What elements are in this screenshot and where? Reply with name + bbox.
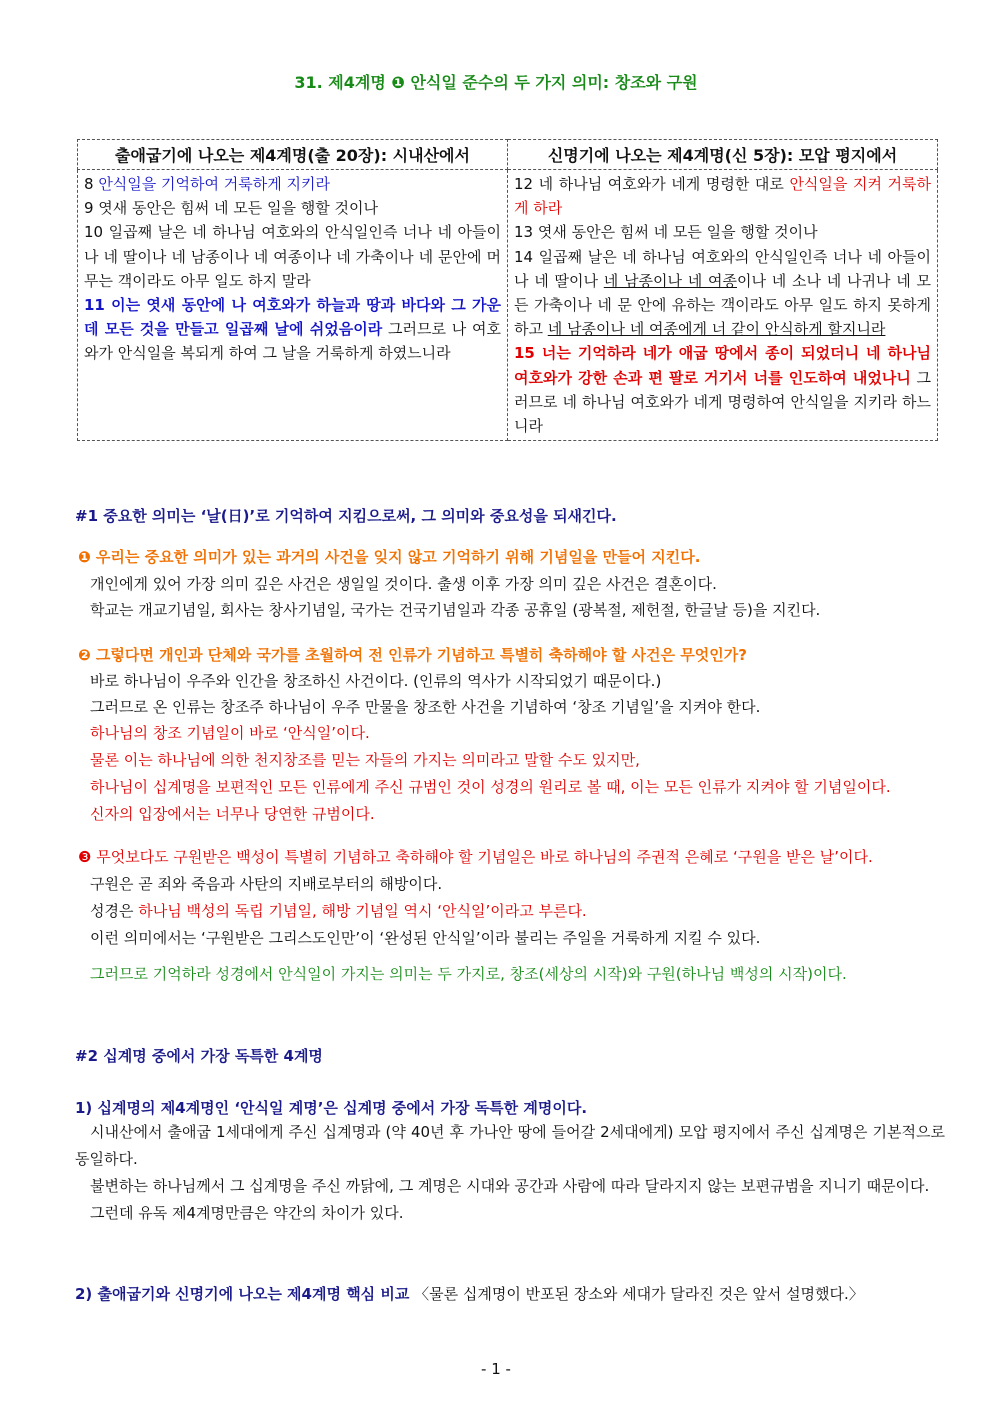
sub1-para-1: 시내산에서 출애굽 1세대에게 주신 십계명과 (약 40년 후 가나안 땅에 들어갈 2세대에게) 모압 평지에서 주신 십계명은 기본적으로 동일하다. bbox=[75, 1123, 945, 1168]
point1-line-2: 학교는 개교기념일, 회사는 창사기념일, 국가는 건국기념일과 각종 공휴일 (광복절, 제헌절, 한글날 등)을 지킨다. bbox=[90, 601, 821, 619]
page-title: 31. 제4계명 ❶ 안식일 준수의 두 가지 의미: 창조와 구원 bbox=[294, 73, 698, 92]
sub2-note: 〈물론 십계명이 반포된 장소와 세대가 달라진 것은 앞서 설명했다.〉 bbox=[409, 1285, 864, 1303]
point1-title: ❶ 우리는 중요한 의미가 있는 과거의 사건을 잊지 않고 기억하기 위해 기념일을 만들어 지킨다. bbox=[78, 548, 701, 566]
sub1-para-3: 그런데 유독 제4계명만큼은 약간의 차이가 있다. bbox=[90, 1204, 404, 1222]
section2-heading: #2 십계명 중에서 가장 독특한 4계명 bbox=[75, 1047, 323, 1065]
sub1-body bbox=[75, 1119, 945, 1227]
exodus-v8: 8 안식일을 기억하여 거룩하게 지키라 bbox=[84, 175, 330, 193]
deut-v13: 13 엿새 동안은 힘써 네 모든 일을 행할 것이나 bbox=[514, 223, 818, 242]
deuteronomy-text-cell bbox=[508, 170, 938, 441]
point2-red-line-4: 신자의 입장에서는 너무나 당연한 규범이다. bbox=[90, 805, 375, 823]
deut-v12: 12 네 하나님 여호와가 네게 명령한 대로 안식일을 지켜 거룩하게 하라 bbox=[514, 175, 931, 218]
sub1-title: 1) 십계명의 제4계명인 ‘안식일 계명’은 십계명 중에서 가장 독특한 계명이다. bbox=[75, 1099, 588, 1117]
exodus-v10: 10 일곱째 날은 네 하나님 여호와의 안식일인즉 너나 네 아들이나 네 딸이나 네 남종이나 네 여종이나 네 가축이나 네 문안에 머무는 객이라도 아무 일도 하지 말라 bbox=[84, 223, 501, 290]
table-header-exodus: 출애굽기에 나오는 제4계명(출 20장): 시내산에서 bbox=[78, 140, 508, 170]
point3-line-3: 이런 의미에서는 ‘구원받은 그리스도인만’이 ‘완성된 안식일’이라 불리는 주일을 거룩하게 지킬 수 있다. bbox=[90, 929, 761, 947]
point2-red-line-2: 물론 이는 하나님에 의한 천지창조를 믿는 자들의 가지는 의미라고 말할 수도 있지만, bbox=[90, 751, 640, 769]
point2-line-1: 바로 하나님이 우주와 인간을 창조하신 사건이다. (인류의 역사가 시작되었기 때문이다.) bbox=[90, 672, 662, 690]
exodus-v11: 11 이는 엿새 동안에 나 여호와가 하늘과 땅과 바다와 그 가운데 모든 것을 만들고 일곱째 날에 쉬었음이라 그러므로 나 여호와가 안식일을 복되게 하여 그 날을 거룩하게 하였느니라 bbox=[84, 296, 501, 363]
page-number: - 1 - bbox=[481, 1360, 511, 1378]
section1-conclusion: 그러므로 기억하라 성경에서 안식일이 가지는 의미는 두 가지로, 창조(세상의 시작)와 구원(하나님 백성의 시작)이다. bbox=[90, 965, 847, 983]
point3-line-2: 성경은 하나님 백성의 독립 기념일, 해방 기념일 역시 ‘안식일’이라고 부른다. bbox=[90, 902, 587, 920]
table-header-deuteronomy: 신명기에 나오는 제4계명(신 5장): 모압 평지에서 bbox=[508, 140, 938, 170]
section1-heading: #1 중요한 의미는 ‘날(日)’로 기억하여 지킴으로써, 그 의미와 중요성을 되새긴다. bbox=[75, 507, 617, 525]
deut-v14: 14 일곱째 날은 네 하나님 여호와의 안식일인즉 너나 네 아들이나 네 딸이나 네 남종이나 네 여종이나 네 소나 네 나귀나 네 모든 가축이나 네 문 안에 유하는 객이라도 아무 일도 하지 못하게 하고 네 남종이나 네 여종에게 너 같이 안식하게 할지니라 bbox=[514, 247, 931, 339]
exodus-v9: 9 엿새 동안은 힘써 네 모든 일을 행할 것이나 bbox=[84, 199, 379, 218]
deut-v15: 15 너는 기억하라 네가 애굽 땅에서 종이 되었더니 네 하나님 여호와가 강한 손과 편 팔로 거기서 너를 인도하여 내었나니 그러므로 네 하나님 여호와가 네게 명령하여 안식일을 지키라 하느니라 bbox=[514, 344, 931, 436]
sub2-title: 2) 출애굽기와 신명기에 나오는 제4계명 핵심 비교 〈물론 십계명이 반포된 장소와 세대가 달라진 것은 앞서 설명했다.〉 bbox=[75, 1285, 864, 1303]
point3-line-1: 구원은 곧 죄와 죽음과 사탄의 지배로부터의 해방이다. bbox=[90, 875, 443, 893]
point2-red-line-1: 하나님의 창조 기념일이 바로 ‘안식일’이다. bbox=[90, 724, 370, 742]
sub1-para-2: 불변하는 하나님께서 그 십계명을 주신 까닭에, 그 계명은 시대와 공간과 사람에 따라 달라지지 않는 보편규범을 지니기 때문이다. bbox=[90, 1177, 930, 1195]
point2-title: ❷ 그렇다면 개인과 단체와 국가를 초월하여 전 인류가 기념하고 특별히 축하해야 할 사건은 무엇인가? bbox=[78, 646, 747, 664]
point2-line-2: 그러므로 온 인류는 창조주 하나님이 우주 만물을 창조한 사건을 기념하여 ‘창조 기념일’을 지켜야 한다. bbox=[90, 698, 761, 716]
exodus-text-cell bbox=[78, 170, 508, 441]
point1-line-1: 개인에게 있어 가장 의미 깊은 사건은 생일일 것이다. 출생 이후 가장 의미 깊은 사건은 결혼이다. bbox=[90, 575, 717, 593]
comparison-table bbox=[77, 139, 938, 441]
point2-red-line-3: 하나님이 십계명을 보편적인 모든 인류에게 주신 규범인 것이 성경의 원리로 볼 때, 이는 모든 인류가 지켜야 할 기념일이다. bbox=[90, 778, 891, 796]
point3-title: ❸ 무엇보다도 구원받은 백성이 특별히 기념하고 축하해야 할 기념일은 바로 하나님의 주권적 은혜로 ‘구원을 받은 날’이다. bbox=[78, 848, 873, 866]
